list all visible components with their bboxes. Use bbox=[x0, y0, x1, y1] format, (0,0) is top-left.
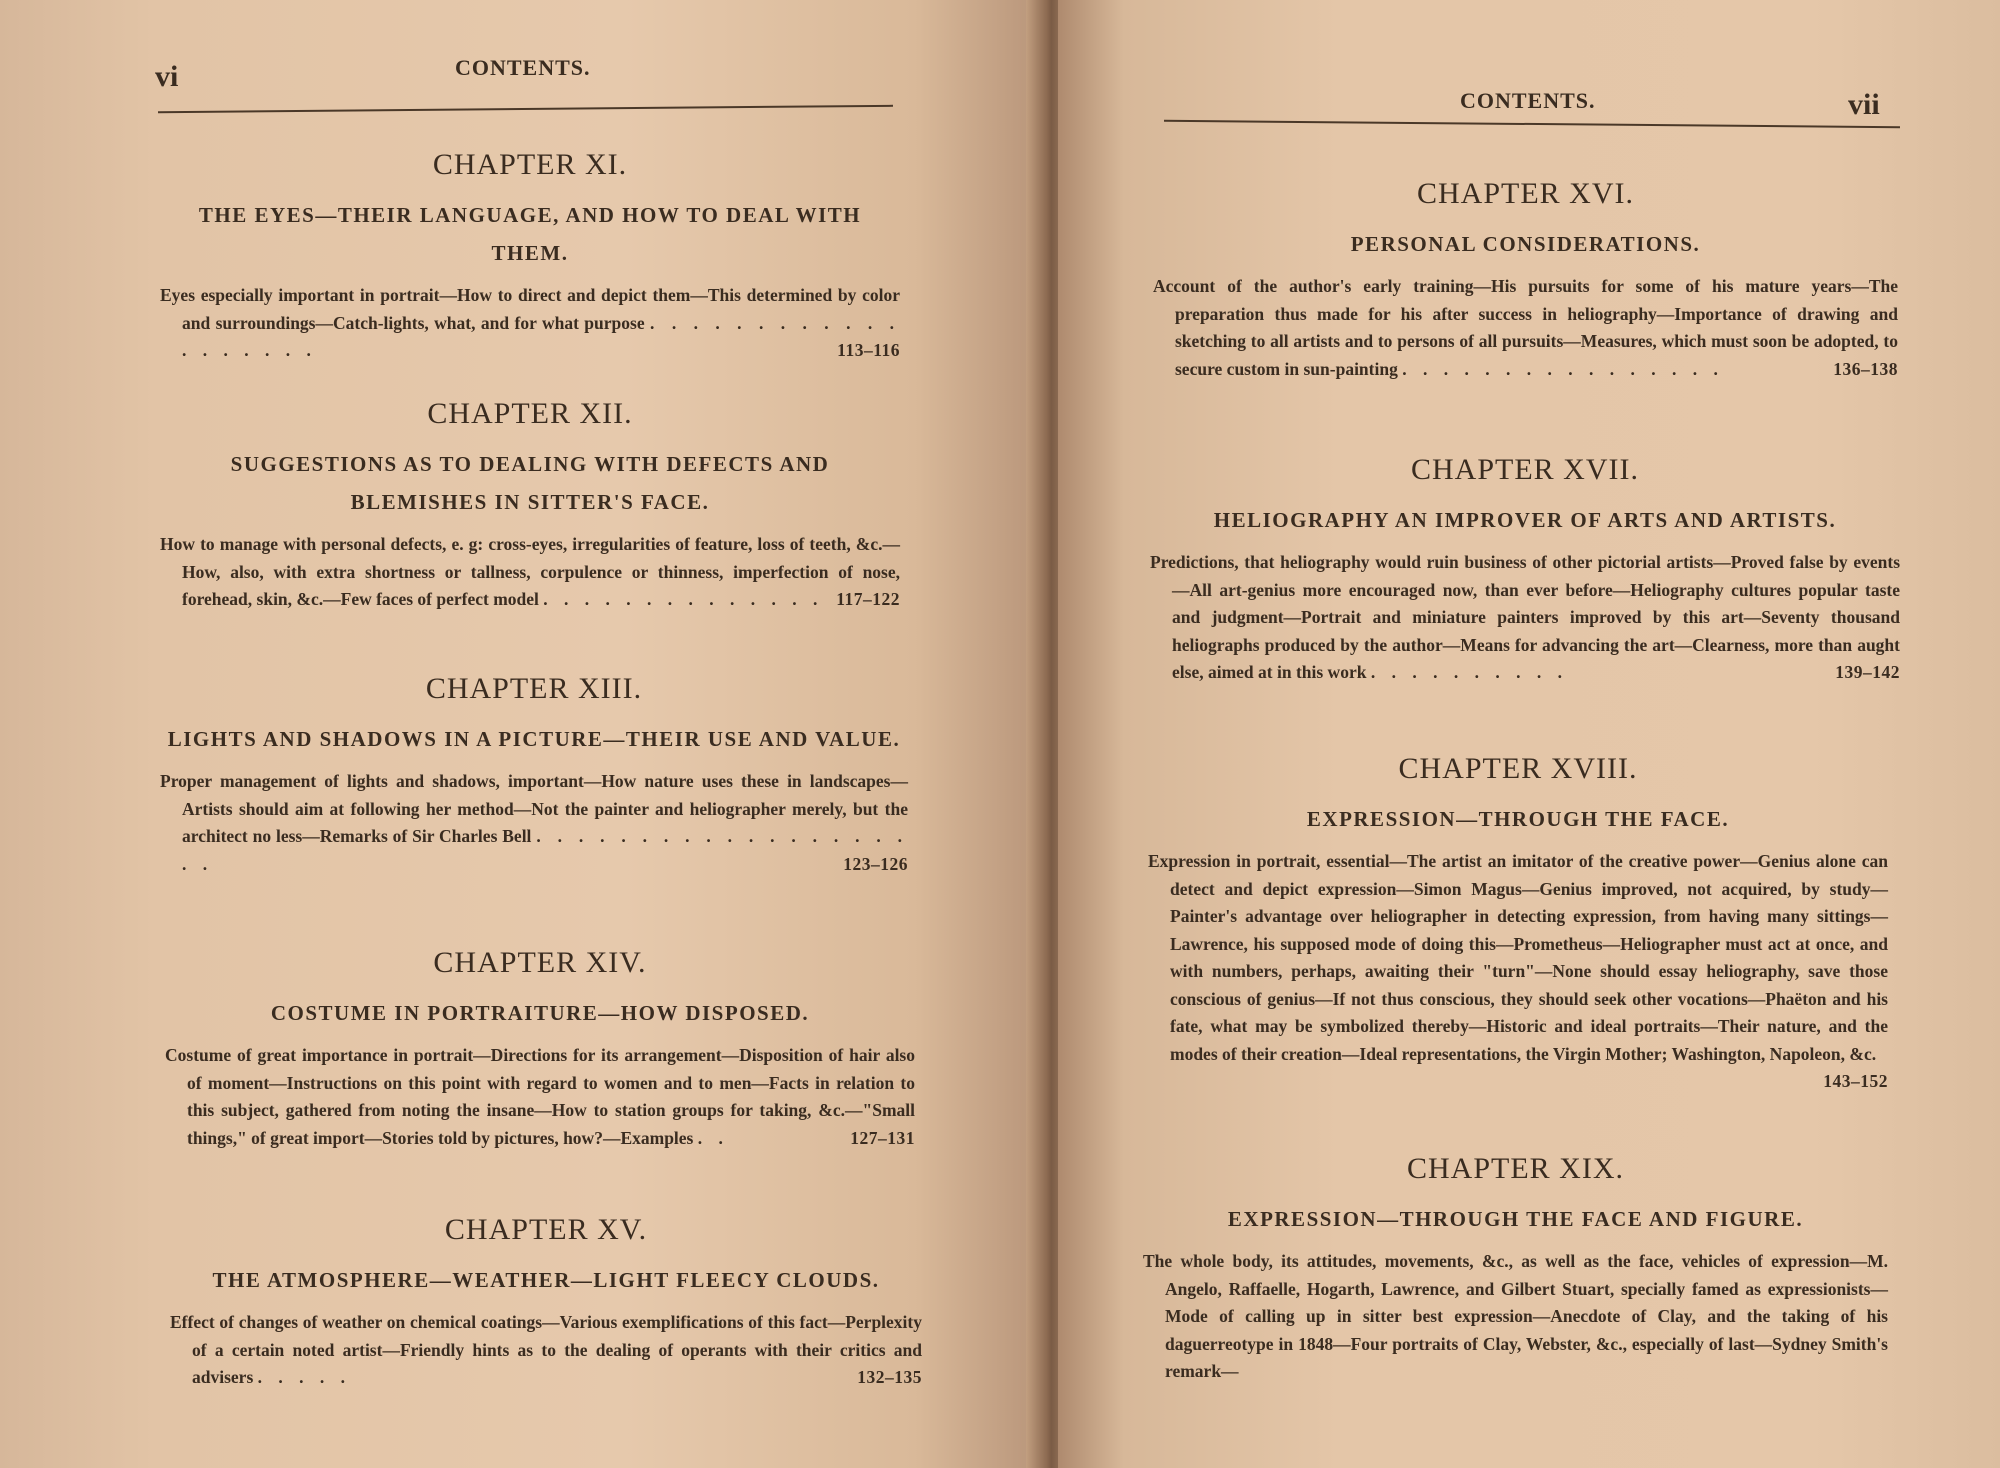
chapter-heading: CHAPTER XIII. bbox=[425, 672, 643, 705]
chapter-title: SUGGESTIONS AS TO DEALING WITH DEFECTS AND BLEMISHES IN SITTER'S FACE. bbox=[230, 452, 830, 514]
chapter-heading: CHAPTER XIV. bbox=[433, 946, 647, 979]
chapter-heading: CHAPTER XV. bbox=[444, 1213, 648, 1246]
chapter-title: LIGHTS AND SHADOWS IN A PICTURE—THEIR USE AND VALUE. bbox=[167, 727, 901, 751]
synopsis-text: How to manage with personal defects, e. g: cross-eyes, irregularities of feature, loss of teeth, &c.—How, also, with extra shortness or tallness, corpulence or thinness, imperfection of nose, forehead, skin, &c.—Few faces of perfect model bbox=[160, 534, 900, 609]
chapter-entry bbox=[1150, 453, 1900, 687]
page-range: 117–122 bbox=[836, 589, 900, 609]
chapter-synopsis: Account of the author's early training—His pursuits for some of his mature years—The preparation thus made for his after success in heliography—Importance of drawing and sketching to all artists and to persons of all pursuits—Measures, which must soon be adopted, to secure custom in sun-painting . . . . . . . . . . . . . . . . 136–138 bbox=[1153, 273, 1898, 383]
chapter-entry bbox=[160, 148, 900, 365]
synopsis-text: Expression in portrait, essential—The artist an imitator of the creative power—Genius alone can detect and depict expression—Simon Magus—Genius improved, not acquired, by study—Painter's advantage over heliographer in detecting expression, from having many sittings—Lawrence, his supposed mode of doing this—Prometheus—Heliographer must act at once, and with numbers, perhaps, awaiting their "turn"—None should essay heliography, save those conscious of genius—If not thus conscious, they should seek other vocations—Phaëton and his fate, what may be symbolized thereby—Historic and ideal portraits—Their nature, and the modes of their creation—Ideal representations, the Virgin Mother; Washington, Napoleon, &c. bbox=[1148, 851, 1888, 1064]
running-head: CONTENTS. bbox=[455, 55, 591, 80]
synopsis-text: Predictions, that heliography would ruin business of other pictorial artists—Proved false by events—All art-genius more encouraged now, than ever before—Heliography cultures popular taste and judgment—Portrait and miniature painters improved by this art—Seventy thousand heliographs produced by the author—Means for advancing the art—Clearness, more than aught else, aimed at in this work bbox=[1150, 552, 1900, 682]
page-range: 136–138 bbox=[1833, 358, 1898, 379]
chapter-title: COSTUME IN PORTRAITURE—HOW DISPOSED. bbox=[270, 1001, 810, 1025]
chapter-title: EXPRESSION—THROUGH THE FACE. bbox=[1306, 807, 1730, 831]
chapter-title: THE EYES—THEIR LANGUAGE, AND HOW TO DEAL WITH THEM. bbox=[198, 203, 862, 265]
page-number: vi bbox=[155, 60, 179, 93]
running-head: CONTENTS. bbox=[1460, 88, 1596, 113]
chapter-title: PERSONAL CONSIDERATIONS. bbox=[1350, 232, 1701, 256]
chapter-entry bbox=[160, 672, 908, 878]
synopsis-text: Costume of great importance in portrait—Directions for its arrangement—Disposition of hair also of moment—Instructions on this point with regard to women and to men—Facts in relation to this subject, gathered from noting the insane—How to station groups for taking, &c.—"Small things," of great import—Stories told by pictures, how?—Examples bbox=[165, 1045, 915, 1148]
header-rule bbox=[1164, 120, 1900, 128]
page-range: 139–142 bbox=[1835, 662, 1900, 682]
chapter-entry bbox=[1148, 752, 1888, 1096]
chapter-entry bbox=[1143, 1152, 1888, 1386]
chapter-entry bbox=[160, 397, 900, 614]
page-number: vii bbox=[1848, 88, 1880, 121]
chapter-heading: CHAPTER XVI. bbox=[1416, 177, 1634, 210]
chapter-heading: CHAPTER XVII. bbox=[1411, 453, 1639, 486]
synopsis-text: Proper management of lights and shadows, important—How nature uses these in landscapes—Artists should aim at following her method—Not the painter and heliographer merely, but the architect no less—Remarks of Sir Charles Bell bbox=[160, 771, 908, 846]
chapter-synopsis: How to manage with personal defects, e. g: cross-eyes, irregularities of feature, loss of teeth, &c.—How, also, with extra shortness or tallness, corpulence or thinness, imperfection of nose, forehead, skin, &c.—Few faces of perfect model . . . . . . . . . . . . . . 117–122 bbox=[160, 531, 900, 614]
chapter-heading: CHAPTER XIX. bbox=[1406, 1152, 1624, 1185]
chapter-entry bbox=[165, 946, 915, 1152]
header-rule bbox=[158, 105, 893, 113]
chapter-synopsis: The whole body, its attitudes, movements, &c., as well as the face, vehicles of expression—M. Angelo, Raffaelle, Hogarth, Lawrence, and Gilbert Stuart, specially famed as expressionists—Mode of calling up in sitter best expression—Anecdote of Clay, and the taking of his daguerreotype in 1848—Four portraits of Clay, Webster, &c., especially of last—Sydney Smith's remark— bbox=[1143, 1251, 1888, 1381]
chapter-synopsis: Proper management of lights and shadows, important—How nature uses these in landscapes—Artists should aim at following her method—Not the painter and heliographer merely, but the architect no less—Remarks of Sir Charles Bell . . . . . . . . . . . . . . . . . . . . 123–126 bbox=[160, 768, 908, 878]
page-range: 143–152 bbox=[1823, 1071, 1888, 1091]
chapter-heading: CHAPTER XVIII. bbox=[1398, 752, 1638, 785]
synopsis-text: Eyes especially important in portrait—How to direct and depict them—This determined by color and surroundings—Catch-lights, what, and for what purpose bbox=[160, 285, 900, 333]
chapter-synopsis: Costume of great importance in portrait—Directions for its arrangement—Disposition of hair also of moment—Instructions on this point with regard to women and to men—Facts in relation to this subject, gathered from noting the insane—How to station groups for taking, &c.—"Small things," of great import—Stories told by pictures, how?—Examples . . 127–131 bbox=[165, 1042, 915, 1152]
right-page bbox=[1058, 0, 2000, 1468]
chapter-heading: CHAPTER XII. bbox=[427, 397, 633, 430]
page-range: 123–126 bbox=[843, 853, 908, 874]
chapter-title: HELIOGRAPHY AN IMPROVER OF ARTS AND ARTISTS. bbox=[1213, 508, 1837, 532]
chapter-synopsis bbox=[1148, 848, 1888, 1096]
chapter-title: THE ATMOSPHERE—WEATHER—LIGHT FLEECY CLOUDS. bbox=[212, 1268, 880, 1292]
synopsis-text: Effect of changes of weather on chemical coatings—Various exemplifications of this fact—Perplexity of a certain noted artist—Friendly hints as to the dealing of operants with their critics and advisers bbox=[170, 1312, 922, 1387]
chapter-synopsis: Predictions, that heliography would ruin business of other pictorial artists—Proved false by events—All art-genius more encouraged now, than ever before—Heliography cultures popular taste and judgment—Portrait and miniature painters improved by this art—Seventy thousand heliographs produced by the author—Means for advancing the art—Clearness, more than aught else, aimed at in this work . . . . . . . . . . 139–142 bbox=[1150, 549, 1900, 687]
page-range: 113–116 bbox=[837, 340, 900, 360]
chapter-title: EXPRESSION—THROUGH THE FACE AND FIGURE. bbox=[1227, 1207, 1804, 1231]
page-range: 127–131 bbox=[850, 1127, 915, 1148]
chapter-heading: CHAPTER XI. bbox=[432, 148, 628, 181]
synopsis-text: Account of the author's early training—His pursuits for some of his mature years—The preparation thus made for his after success in heliography—Importance of drawing and sketching to all artists and to persons of all pursuits—Measures, which must soon be adopted, to secure custom in sun-painting bbox=[1153, 276, 1898, 379]
chapter-synopsis: Effect of changes of weather on chemical coatings—Various exemplifications of this fact—Perplexity of a certain noted artist—Friendly hints as to the dealing of operants with their critics and advisers . . . . . 132–135 bbox=[170, 1309, 922, 1392]
page-range: 132–135 bbox=[857, 1367, 922, 1387]
chapter-entry bbox=[1153, 177, 1898, 383]
chapter-entry bbox=[170, 1213, 922, 1392]
chapter-synopsis: Eyes especially important in portrait—How to direct and depict them—This determined by color and surroundings—Catch-lights, what, and for what purpose . . . . . . . . . . . . . . . . . . . 113–116 bbox=[160, 282, 900, 365]
